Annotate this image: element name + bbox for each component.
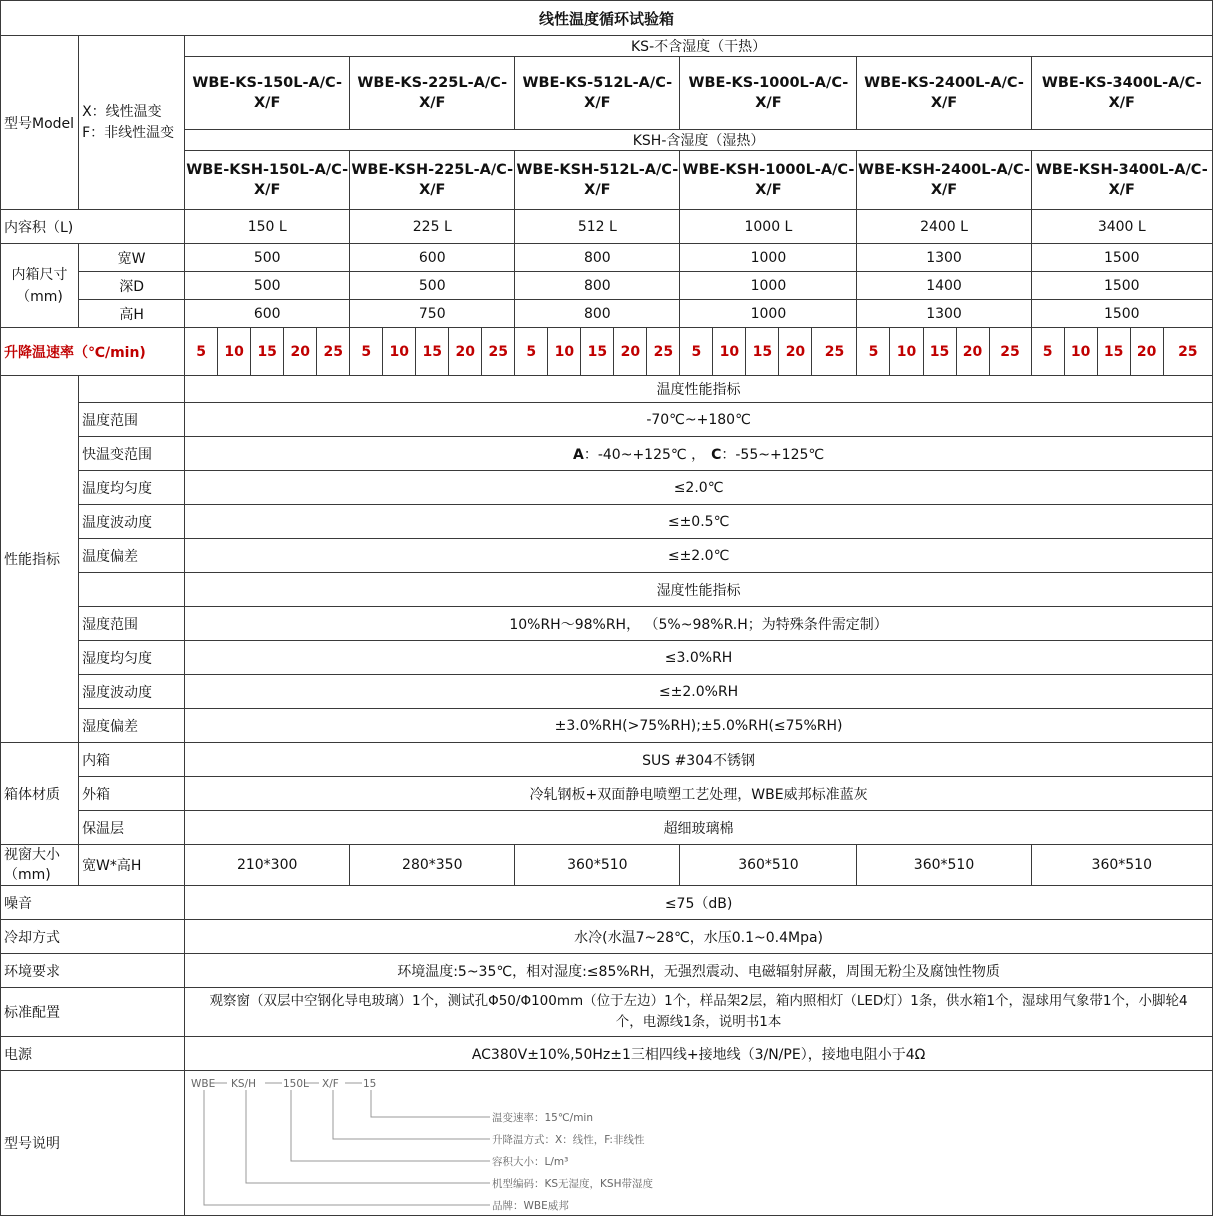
- hum-dev-label: 湿度偏差: [79, 709, 185, 743]
- depth-value: 1500: [1031, 272, 1212, 300]
- rate-label: 升降温速率（℃/min): [1, 328, 185, 376]
- rate-cell: 15: [416, 328, 449, 376]
- rate-cell: 5: [1031, 328, 1064, 376]
- inner-size-label: 内箱尺寸（mm): [1, 244, 79, 328]
- model-mode-cell: [79, 36, 185, 210]
- inner-box-label: 内箱: [79, 743, 185, 777]
- depth-value: 1400: [857, 272, 1031, 300]
- ks-model-2400: WBE-KS-2400L-A/C-X/F: [857, 57, 1031, 130]
- depth-value: 1000: [680, 272, 857, 300]
- rate-cell: 15: [581, 328, 614, 376]
- window-dim-label: 宽W*高H: [79, 845, 185, 886]
- rate-cell: 20: [956, 328, 989, 376]
- rate-cell: 15: [923, 328, 956, 376]
- fast-range-label: 快温变范围: [79, 437, 185, 471]
- code-seg-type: KS/H: [231, 1078, 257, 1090]
- ksh-model-3400: WBE-KSH-3400L-A/C-X/F: [1031, 151, 1212, 210]
- rate-cell: 25: [989, 328, 1031, 376]
- width-value: 800: [515, 244, 680, 272]
- rate-cell: 10: [1064, 328, 1097, 376]
- width-value: 1500: [1031, 244, 1212, 272]
- code-note-volume: 容积大小：L/m³: [492, 1156, 569, 1168]
- volume-value: 150 L: [185, 210, 350, 244]
- rate-cell: 15: [251, 328, 284, 376]
- ks-model-3400: WBE-KS-3400L-A/C-X/F: [1031, 57, 1212, 130]
- height-value: 750: [350, 300, 515, 328]
- code-note-brand: 品牌：WBE威邦: [492, 1200, 569, 1212]
- material-label: 箱体材质: [1, 743, 79, 845]
- width-label: 宽W: [79, 244, 185, 272]
- rate-cell: 5: [857, 328, 890, 376]
- ks-model-150: WBE-KS-150L-A/C-X/F: [185, 57, 350, 130]
- code-label: 型号说明: [1, 1071, 185, 1216]
- temp-dev-value: ≤±2.0℃: [185, 539, 1213, 573]
- height-value: 1300: [857, 300, 1031, 328]
- ks-header: KS-不含湿度（干热）: [185, 36, 1213, 57]
- rate-cell: 15: [1097, 328, 1130, 376]
- outer-box-label: 外箱: [79, 777, 185, 811]
- code-seg-volume-vis: 150L: [283, 1078, 310, 1090]
- rate-cell: 5: [515, 328, 548, 376]
- ksh-model-1000: WBE-KSH-1000L-A/C-X/F: [680, 151, 857, 210]
- fast-a-value: ：-40~+125℃ ，: [583, 446, 706, 463]
- fast-a-key: A: [573, 446, 584, 463]
- rate-cell: 25: [647, 328, 680, 376]
- volume-value: 512 L: [515, 210, 680, 244]
- leader-line: [291, 1090, 490, 1161]
- ksh-model-225: WBE-KSH-225L-A/C-X/F: [350, 151, 515, 210]
- power-value: AC380V±10%,50Hz±1三相四线+接地线（3/N/PE），接地电阻小于4Ω: [185, 1037, 1213, 1071]
- rate-cell: 20: [449, 328, 482, 376]
- temp-perf-header: 温度性能指标: [185, 376, 1213, 403]
- cooling-label: 冷却方式: [1, 920, 185, 954]
- hum-perf-header: 湿度性能指标: [185, 573, 1213, 607]
- table-title: 线性温度循环试验箱: [1, 1, 1213, 36]
- volume-value: 3400 L: [1031, 210, 1212, 244]
- code-note-type: 机型编码：KS无湿度，KSH带湿度: [492, 1178, 654, 1190]
- code-seg-mode: X/F: [322, 1078, 339, 1090]
- leader-line: [204, 1090, 490, 1205]
- temp-uniform-label: 温度均匀度: [79, 471, 185, 505]
- outer-box-value: 冷轧钢板+双面静电喷塑工艺处理，WBE威邦标准蓝灰: [185, 777, 1213, 811]
- leader-line: [371, 1090, 490, 1117]
- ksh-model-150: WBE-KSH-150L-A/C-X/F: [185, 151, 350, 210]
- window-label: 视窗大小（mm): [1, 845, 79, 886]
- inner-box-value: SUS #304不锈钢: [185, 743, 1213, 777]
- depth-value: 800: [515, 272, 680, 300]
- volume-value: 2400 L: [857, 210, 1031, 244]
- insulation-value: 超细玻璃棉: [185, 811, 1213, 845]
- leader-line: [246, 1090, 490, 1183]
- rate-cell: 15: [746, 328, 779, 376]
- code-diagram-cell: [185, 1071, 1213, 1216]
- rate-cell: 20: [1130, 328, 1163, 376]
- code-seg-rate: 15: [363, 1078, 377, 1090]
- hum-fluct-label: 湿度波动度: [79, 675, 185, 709]
- env-label: 环境要求: [1, 954, 185, 988]
- rate-cell: 20: [614, 328, 647, 376]
- temp-uniform-value: ≤2.0℃: [185, 471, 1213, 505]
- rate-cell: 25: [812, 328, 857, 376]
- width-value: 1000: [680, 244, 857, 272]
- width-value: 600: [350, 244, 515, 272]
- hum-uniform-value: ≤3.0%RH: [185, 641, 1213, 675]
- rate-cell: 20: [779, 328, 812, 376]
- height-value: 1000: [680, 300, 857, 328]
- ksh-model-512: WBE-KSH-512L-A/C-X/F: [515, 151, 680, 210]
- rate-row: [1, 328, 1213, 376]
- rate-cell: 25: [1163, 328, 1212, 376]
- noise-value: ≤75（dB): [185, 886, 1213, 920]
- code-seg-brand: WBE: [191, 1078, 216, 1090]
- height-value: 800: [515, 300, 680, 328]
- window-value: 280*350: [350, 845, 515, 886]
- rate-cell: 10: [713, 328, 746, 376]
- temp-fluct-value: ≤±0.5℃: [185, 505, 1213, 539]
- volume-value: 225 L: [350, 210, 515, 244]
- window-value: 360*510: [680, 845, 857, 886]
- height-value: 1500: [1031, 300, 1212, 328]
- ks-model-225: WBE-KS-225L-A/C-X/F: [350, 57, 515, 130]
- code-diagram: [185, 1071, 1212, 1215]
- code-note-mode: 升降温方式：X：线性，F:非线性: [492, 1134, 645, 1146]
- window-value: 360*510: [515, 845, 680, 886]
- std-value: 观察窗（双层中空钢化导电玻璃）1个，测试孔Φ50/Φ100mm（位于左边）1个，样品架2层，箱内照相灯（LED灯）1条，供水箱1个，湿球用气象带1个，小脚轮4个，电源线1条，说明书1本: [185, 988, 1213, 1037]
- mode-linear: X：线性温变: [82, 103, 162, 120]
- leader-line: [333, 1090, 490, 1139]
- code-note-rate: 温变速率：15℃/min: [492, 1112, 594, 1124]
- ksh-header: KSH-含湿度（湿热）: [185, 130, 1213, 151]
- hum-uniform-label: 湿度均匀度: [79, 641, 185, 675]
- fast-c-value: ：-55~+125℃: [721, 446, 825, 463]
- env-value: 环境温度:5~35℃，相对湿度:≤85%RH，无强烈震动、电磁辐射屏蔽，周围无粉尘及腐蚀性物质: [185, 954, 1213, 988]
- rate-cell: 10: [218, 328, 251, 376]
- hum-range-label: 湿度范围: [79, 607, 185, 641]
- rate-cell: 25: [317, 328, 350, 376]
- blank-cell: [79, 376, 185, 403]
- perf-label: 性能指标: [1, 376, 79, 743]
- width-value: 500: [185, 244, 350, 272]
- mode-nonlinear: F：非线性温变: [82, 124, 175, 141]
- hum-range-value: 10%RH～98%RH， （5%~98%R.H；为特殊条件需定制）: [185, 607, 1213, 641]
- fast-c-key: C: [711, 446, 722, 463]
- power-label: 电源: [1, 1037, 185, 1071]
- temp-range-label: 温度范围: [79, 403, 185, 437]
- temp-fluct-label: 温度波动度: [79, 505, 185, 539]
- noise-label: 噪音: [1, 886, 185, 920]
- rate-cell: 5: [350, 328, 383, 376]
- window-value: 210*300: [185, 845, 350, 886]
- temp-dev-label: 温度偏差: [79, 539, 185, 573]
- cooling-value: 水冷(水温7~28℃，水压0.1~0.4Mpa): [185, 920, 1213, 954]
- rate-cell: 25: [482, 328, 515, 376]
- model-label: 型号Model: [1, 36, 79, 210]
- rate-cell: 10: [548, 328, 581, 376]
- depth-value: 500: [185, 272, 350, 300]
- width-value: 1300: [857, 244, 1031, 272]
- hum-dev-value: ±3.0%RH(>75%RH);±5.0%RH(≤75%RH): [185, 709, 1213, 743]
- rate-cell: 10: [383, 328, 416, 376]
- depth-value: 500: [350, 272, 515, 300]
- rate-cell: 20: [284, 328, 317, 376]
- rate-cell: 10: [890, 328, 923, 376]
- height-label: 高H: [79, 300, 185, 328]
- hum-fluct-value: ≤±2.0%RH: [185, 675, 1213, 709]
- volume-value: 1000 L: [680, 210, 857, 244]
- std-label: 标准配置: [1, 988, 185, 1037]
- rate-cell: 5: [185, 328, 218, 376]
- ks-model-512: WBE-KS-512L-A/C-X/F: [515, 57, 680, 130]
- fast-range-value: [185, 437, 1213, 471]
- height-value: 600: [185, 300, 350, 328]
- depth-label: 深D: [79, 272, 185, 300]
- rate-cell: 5: [680, 328, 713, 376]
- ksh-model-2400: WBE-KSH-2400L-A/C-X/F: [857, 151, 1031, 210]
- window-value: 360*510: [857, 845, 1031, 886]
- insulation-label: 保温层: [79, 811, 185, 845]
- temp-range-value: -70℃~+180℃: [185, 403, 1213, 437]
- volume-label: 内容积（L): [1, 210, 185, 244]
- window-value: 360*510: [1031, 845, 1212, 886]
- ks-model-1000: WBE-KS-1000L-A/C-X/F: [680, 57, 857, 130]
- blank-cell: [79, 573, 185, 607]
